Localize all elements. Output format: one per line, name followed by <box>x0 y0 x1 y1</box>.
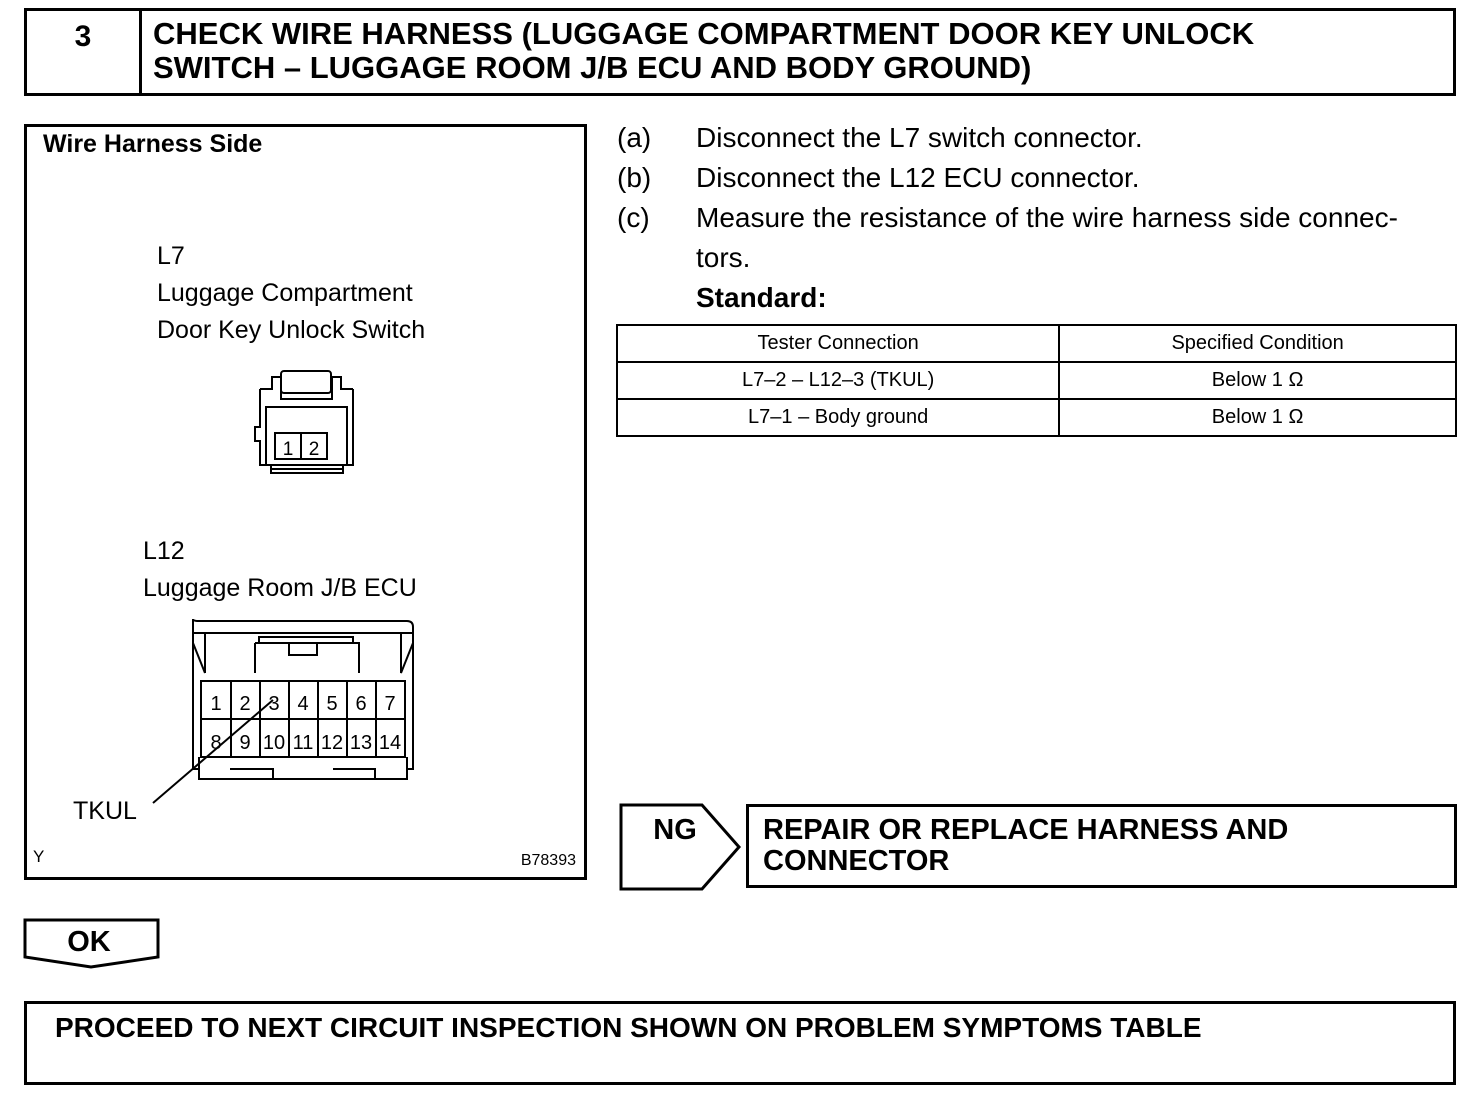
table-cell: Below 1 Ω <box>1059 362 1456 399</box>
l12-pin-12: 12 <box>320 732 344 754</box>
l12-pin-6: 6 <box>355 693 367 715</box>
l7-name-line1: Luggage Compartment <box>157 279 413 307</box>
l12-pin-11: 11 <box>292 732 314 754</box>
l12-pin-7: 7 <box>384 693 396 715</box>
l7-code: L7 <box>157 242 185 270</box>
l12-pin-1: 1 <box>210 693 222 715</box>
l7-name-line2: Door Key Unlock Switch <box>157 316 426 344</box>
final-action-box <box>24 1001 1456 1085</box>
diagram-title: Wire Harness Side <box>43 130 263 158</box>
l12-pin-5: 5 <box>326 693 338 715</box>
spec-table <box>616 324 1457 437</box>
instruction-c-continuation: tors. <box>696 242 751 273</box>
instruction-letter: (c) <box>617 202 650 233</box>
l7-pin-2: 2 <box>308 439 320 460</box>
step-header <box>24 8 1456 96</box>
corner-mark: Y <box>33 847 45 866</box>
step-title <box>153 17 1437 85</box>
table-cell: L7–1 – Body ground <box>617 399 1059 436</box>
l12-pin-8: 8 <box>210 732 222 754</box>
instruction-text: Disconnect the L12 ECU connector. <box>696 162 1140 193</box>
final-action-text: PROCEED TO NEXT CIRCUIT INSPECTION SHOWN ON PROBLEM SYMPTOMS TABLE <box>55 1012 1202 1043</box>
table-cell: Below 1 Ω <box>1059 399 1456 436</box>
table-header-row <box>617 325 1456 362</box>
table-cell: L7–2 – L12–3 (TKUL) <box>617 362 1059 399</box>
l12-code: L12 <box>143 537 185 565</box>
ng-action-line1: REPAIR OR REPLACE HARNESS AND <box>763 814 1289 846</box>
ok-arrow-icon <box>22 917 162 971</box>
step-title-line2: SWITCH – LUGGAGE ROOM J/B ECU AND BODY GROUND) <box>153 50 1032 85</box>
ng-action-line2: CONNECTOR <box>763 845 950 877</box>
l12-pin-9: 9 <box>239 732 251 754</box>
l12-pin-10: 10 <box>262 732 286 754</box>
step-title-line1: CHECK WIRE HARNESS (LUGGAGE COMPARTMENT DOOR KEY UNLOCK <box>153 16 1255 51</box>
header-specified-condition: Specified Condition <box>1059 325 1456 362</box>
instruction-text: Measure the resistance of the wire harness side connec- <box>696 202 1398 233</box>
l12-pin-4: 4 <box>297 693 309 715</box>
tkul-leader-line <box>153 700 273 803</box>
instruction-text: Disconnect the L7 switch connector. <box>696 122 1143 153</box>
l7-connector-icon <box>255 371 353 473</box>
l12-pin-14: 14 <box>378 732 402 754</box>
header-tester-connection: Tester Connection <box>617 325 1059 362</box>
instruction-letter: (b) <box>617 162 652 193</box>
step-number: 3 <box>27 11 142 93</box>
l12-pin-13: 13 <box>349 732 373 754</box>
l12-pin-labels <box>210 693 401 754</box>
l12-pin-2: 2 <box>239 693 251 715</box>
connector-drawings <box>27 127 584 877</box>
l12-pin-3: 3 <box>268 693 280 715</box>
ng-result-box <box>746 804 1457 888</box>
tkul-callout: TKUL <box>73 797 137 825</box>
ng-label: NG <box>653 814 697 846</box>
ng-result-text <box>763 815 1442 877</box>
instruction-letter: (a) <box>617 122 652 153</box>
figure-id: B78393 <box>520 852 576 869</box>
l12-name: Luggage Room J/B ECU <box>143 574 417 602</box>
ok-label: OK <box>67 926 111 958</box>
standard-label: Standard: <box>696 282 827 313</box>
wire-harness-diagram <box>24 124 587 880</box>
ng-arrow-icon <box>618 802 744 892</box>
l7-pin-1: 1 <box>282 439 294 460</box>
table-row <box>617 362 1456 399</box>
table-row <box>617 399 1456 436</box>
